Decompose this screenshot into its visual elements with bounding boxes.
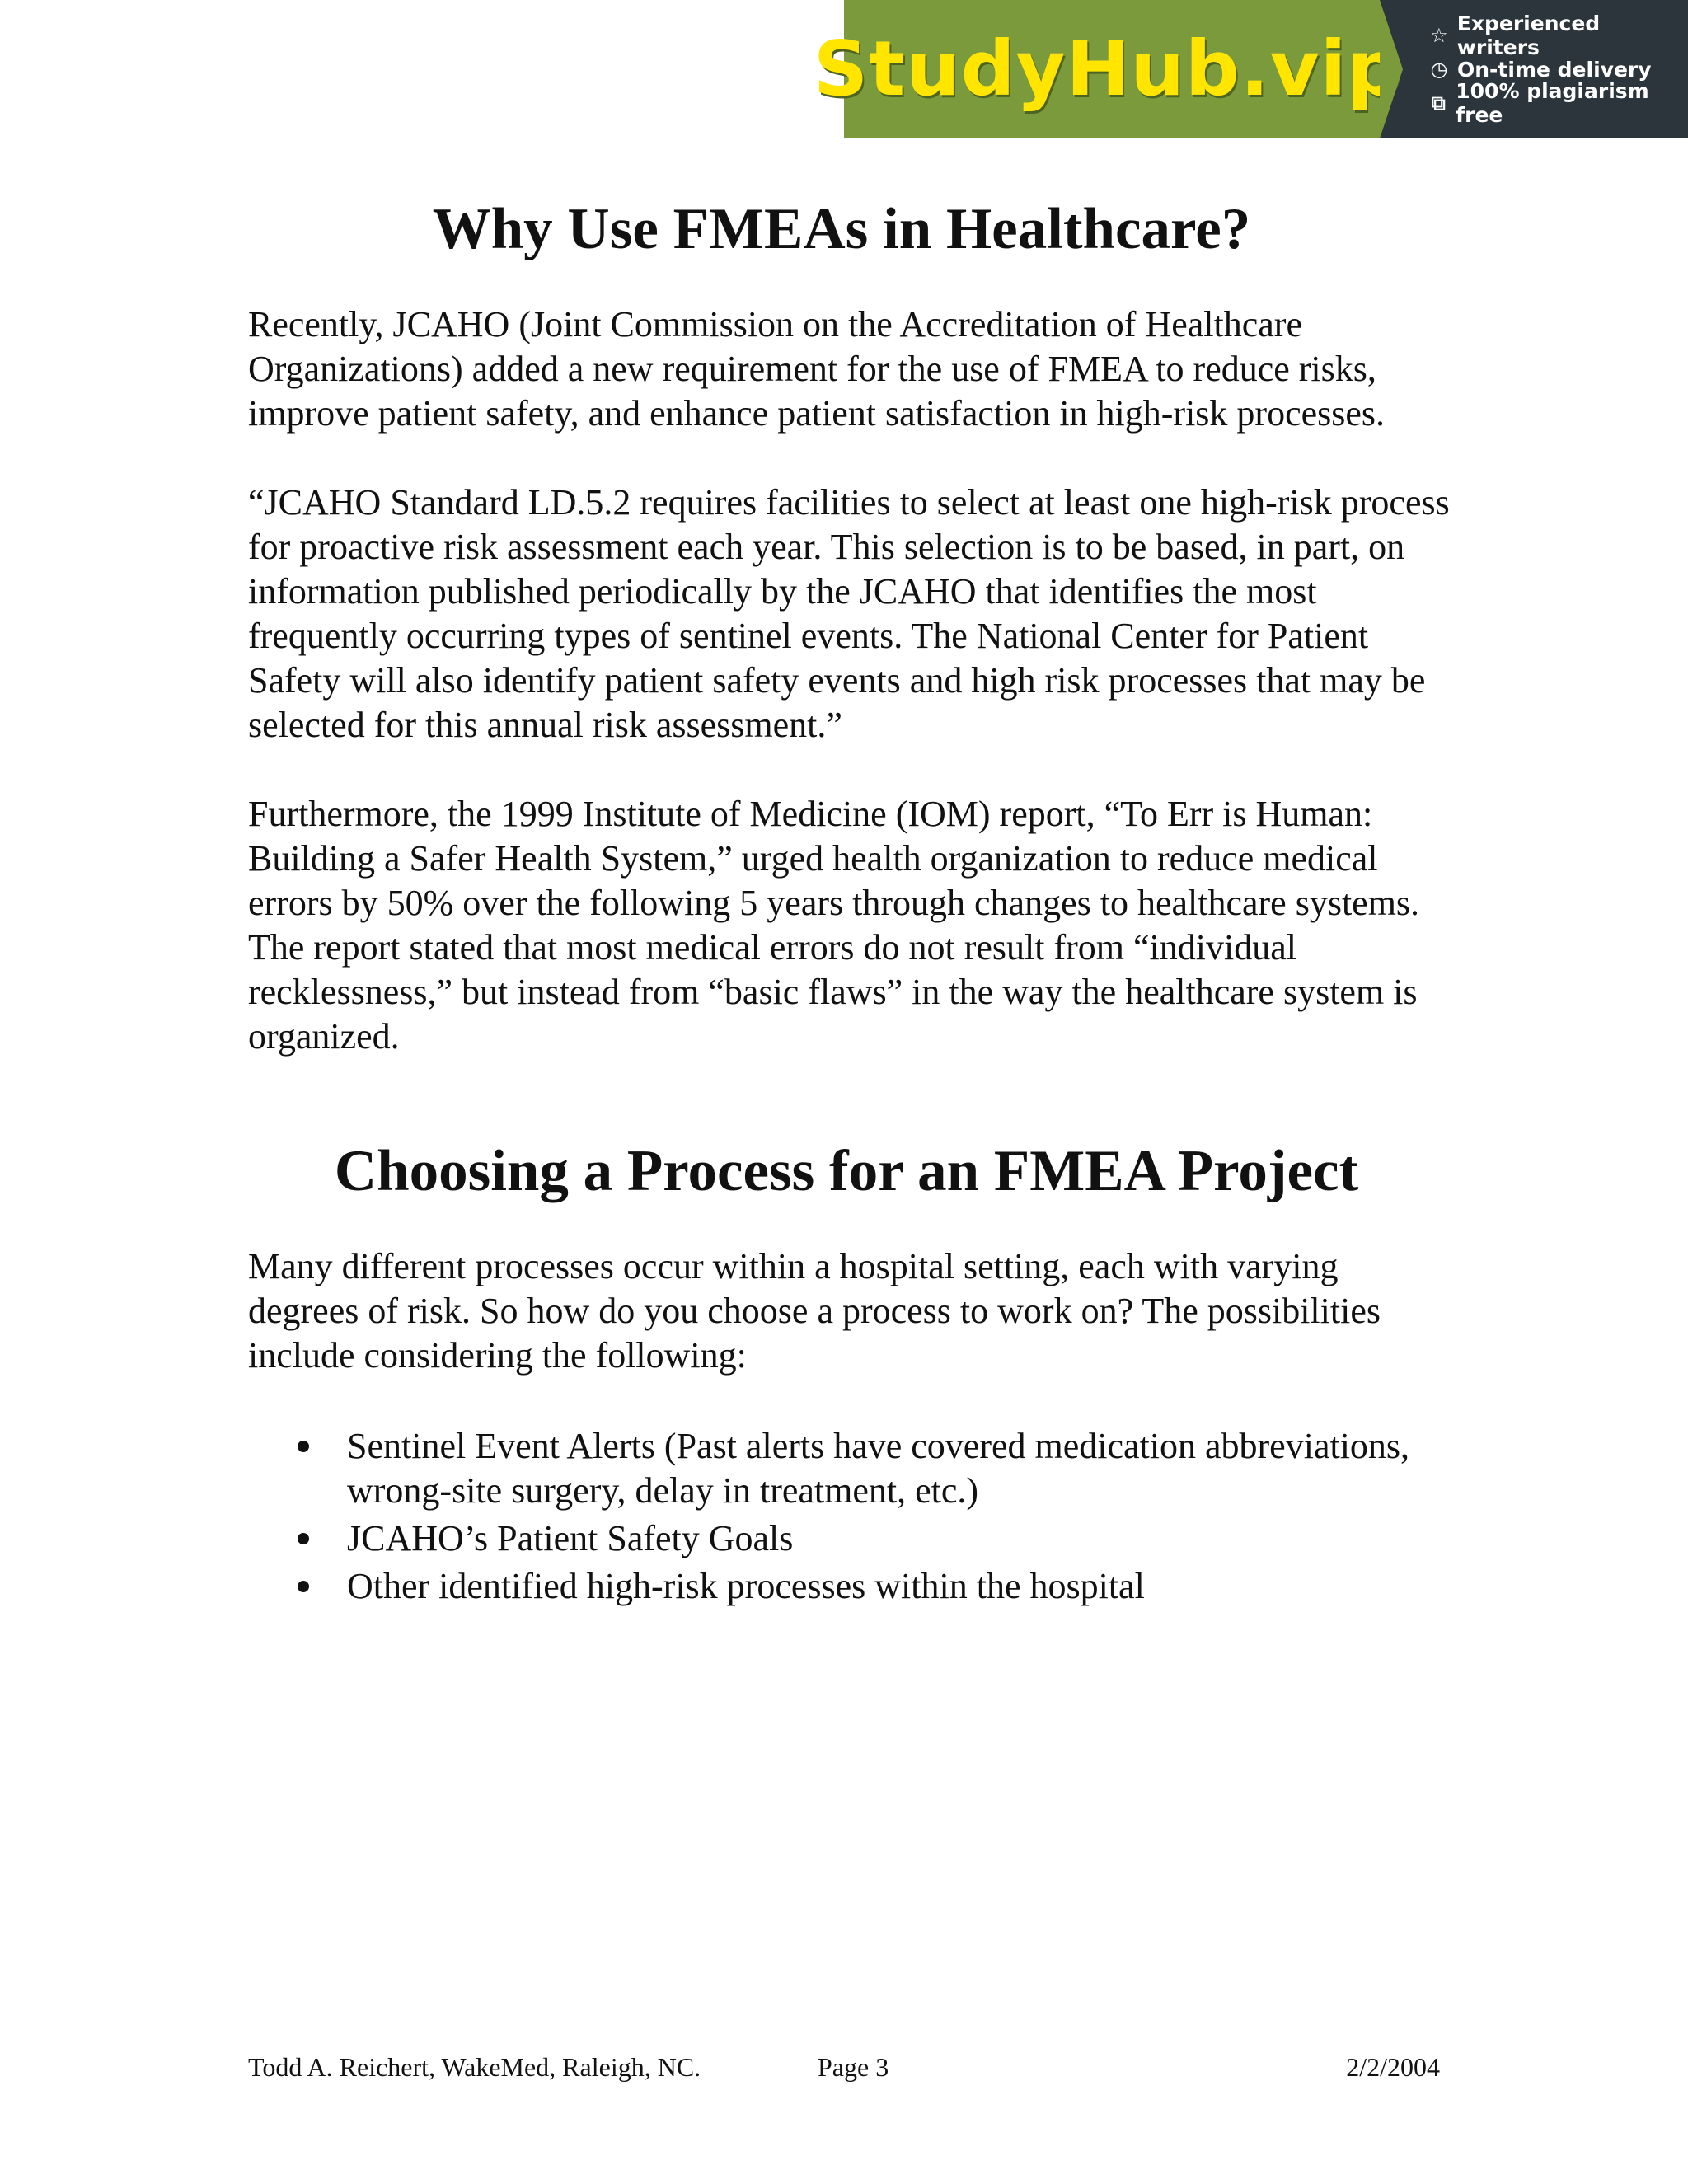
star-outline-icon: ☆ bbox=[1430, 24, 1448, 47]
document-body bbox=[248, 194, 1451, 1612]
section-title-why-fmea: Why Use FMEAs in Healthcare? bbox=[432, 197, 1251, 261]
bullet-dot bbox=[298, 1533, 309, 1544]
footer-author: Todd A. Reichert, WakeMed, Raleigh, NC. bbox=[248, 2052, 701, 2082]
bullet-dot bbox=[298, 1581, 309, 1592]
clock-icon: ◷ bbox=[1430, 58, 1448, 81]
paragraph-jcaho-requirement: Recently, JCAHO (Joint Commission on the Accreditation of Healthcare Organizations) added a new requirement for the use of FMEA to reduce risks, improve patient safety, and enhance patient satisfaction in high-risk processes. bbox=[248, 304, 1386, 434]
banner-features bbox=[1380, 0, 1688, 138]
paragraph-iom-report: Furthermore, the 1999 Institute of Medicine (IOM) report, “To Err is Human: Building a Safer Health System,” urged health organization to reduce medical errors by 50% over the following 5 years through changes to healthcare systems. The report stated that most medical errors do not result from “individual recklessness,” but instead from “basic flaws” in the way the healthcare system is organized. bbox=[248, 794, 1420, 1057]
bullet-dot bbox=[298, 1441, 309, 1452]
feature-experienced-writers bbox=[1428, 12, 1688, 59]
footer-date: 2/2/2004 bbox=[1346, 2052, 1440, 2082]
footer-page-number: Page 3 bbox=[818, 2052, 889, 2082]
copy-icon: ⧉ bbox=[1431, 91, 1446, 115]
list-item-text: JCAHO’s Patient Safety Goals bbox=[347, 1518, 794, 1559]
paragraph-jcaho-standard-quote: “JCAHO Standard LD.5.2 requires facilities to select at least one high-risk process for proactive risk assessment each year. This selection is to be based, in part, on information published periodically by the JCAHO that identifies the most frequently occurring types of sentinel events. The National Center for Patient Safety will also identify patient safety events and high risk processes that may be selected for this annual risk assessment.” bbox=[248, 482, 1450, 746]
studyhub-logo[interactable] bbox=[813, 0, 1403, 138]
list-item-text: Sentinel Event Alerts (Past alerts have covered medication abbreviations, wrong-site surgery, delay in treatment, etc.) bbox=[347, 1426, 1410, 1511]
list-item bbox=[248, 1564, 1451, 1609]
page-footer bbox=[248, 2052, 1440, 2085]
feature-plagiarism-free bbox=[1428, 79, 1688, 127]
list-item bbox=[248, 1424, 1451, 1513]
list-item-text: Other identified high-risk processes within the hospital bbox=[347, 1566, 1145, 1607]
section-title-choosing-process: Choosing a Process for an FMEA Project bbox=[334, 1139, 1359, 1204]
logo-text: StudyHub.vip bbox=[813, 25, 1403, 113]
studyhub-banner[interactable] bbox=[813, 0, 1688, 138]
feature-label: On-time delivery bbox=[1457, 57, 1652, 82]
list-item bbox=[248, 1516, 1451, 1561]
bullet-list bbox=[248, 1424, 1451, 1609]
feature-label: Experienced writers bbox=[1456, 12, 1601, 59]
paragraph-choosing-intro: Many different processes occur within a hospital setting, each with varying degrees of risk. So how do you choose a process to work on? The possibilities include considering the following: bbox=[248, 1246, 1381, 1376]
feature-label: 100% plagiarism free bbox=[1456, 79, 1649, 127]
